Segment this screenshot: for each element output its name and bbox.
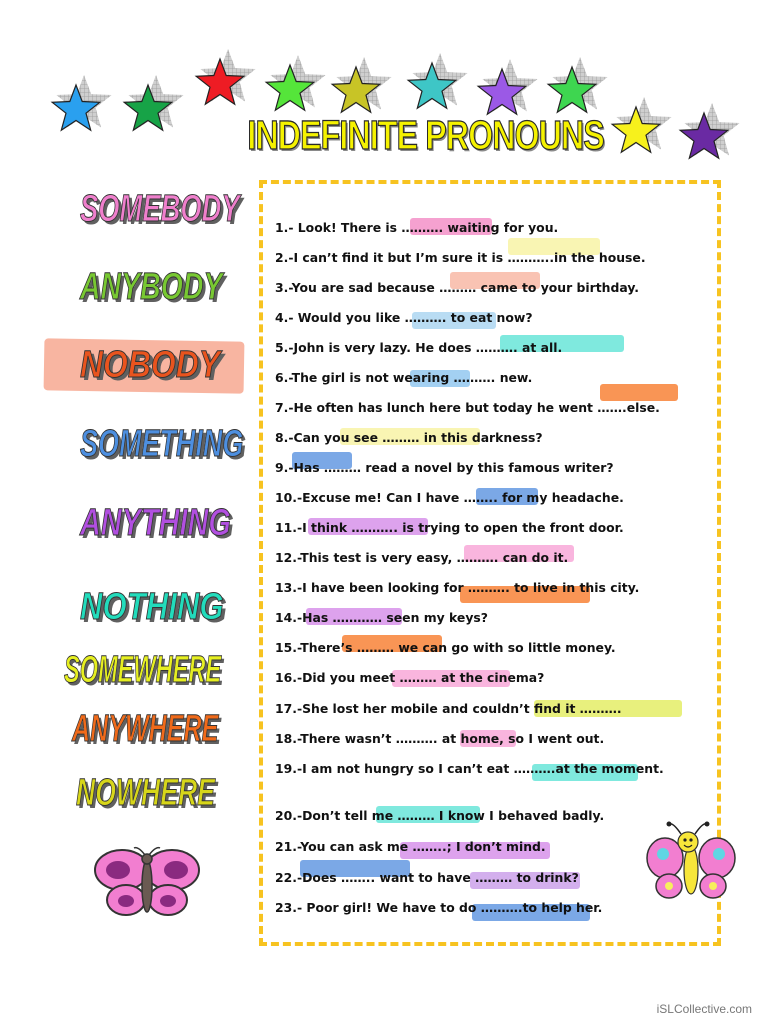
sentence-14: 14.-Has ………… seen my keys? (275, 610, 488, 625)
pronoun-anybody: ANYBODY (80, 266, 223, 308)
red-star-icon (196, 59, 244, 104)
sentence-1: 1.- Look! There is ………. waiting for you. (275, 220, 559, 235)
sentence-18: 18.-There wasn’t ………. at home, so I went out. (275, 731, 605, 746)
sentence-17: 17.-She lost her mobile and couldn’t find it ………. (275, 701, 622, 716)
pronoun-somewhere: SOMEWHERE (64, 649, 222, 691)
sentence-8: 8.-Can you see ……… in this darkness? (275, 430, 543, 445)
pronoun-nobody: NOBODY (80, 344, 221, 386)
sentence-11: 11.-I think ……….. is trying to open the front door. (275, 520, 624, 535)
sentence-5: 5.-John is very lazy. He does ………. at all. (275, 340, 563, 355)
olive-star-icon (332, 67, 380, 112)
purple-star-icon (478, 69, 526, 114)
teal-star-icon (408, 63, 456, 108)
sentence-3: 3.-You are sad because ……… came to your birthday. (275, 280, 640, 295)
sentence-15: 15.-There’s ……… we can go with so little money. (275, 640, 616, 655)
pronoun-anything: ANYTHING (80, 502, 231, 544)
sentence-23: 23.- Poor girl! We have to do ……….to help her. (275, 900, 603, 915)
violet-star-icon (680, 113, 728, 158)
footer-watermark: iSLCollective.com (656, 1002, 752, 1016)
pronoun-anywhere: ANYWHERE (72, 708, 219, 750)
sentence-4: 4.- Would you like ………. to eat now? (275, 310, 533, 325)
sentence-12: 12.-This test is very easy, ………. can do it. (275, 550, 569, 565)
pronoun-nothing: NOTHING (80, 586, 224, 628)
sentence-21: 21.-You can ask me ……..; I don’t mind. (275, 839, 546, 854)
sentence-22: 22.-Does …….. want to have ……… to drink? (275, 870, 579, 885)
stars-banner (0, 0, 768, 190)
sentence-19: 19.-I am not hungry so I can’t eat ……….at the moment. (275, 761, 664, 776)
yellow-star-icon (612, 107, 660, 152)
lime-star-icon (266, 65, 314, 110)
sentence-10: 10.-Excuse me! Can I have …….. for my headache. (275, 490, 624, 505)
sentence-6: 6.-The girl is not wearing ………. new. (275, 370, 533, 385)
sentence-7: 7.-He often has lunch here but today he went …….else. (275, 400, 660, 415)
page-title: INDEFINITE PRONOUNS (247, 112, 604, 158)
smiling-butterfly-icon (645, 820, 737, 902)
sentence-13: 13.-I have been looking for ………. to live in this city. (275, 580, 640, 595)
pronoun-nowhere: NOWHERE (76, 772, 215, 814)
sentence-9: 9.-Has ……… read a novel by this famous writer? (275, 460, 614, 475)
blue-star-icon (52, 85, 100, 130)
butterfly-icon (92, 846, 202, 918)
pronoun-something: SOMETHING (80, 423, 244, 465)
pronoun-somebody: SOMEBODY (80, 188, 240, 230)
sentence-16: 16.-Did you meet ……… at the cinema? (275, 670, 545, 685)
green-star-icon (124, 85, 172, 130)
sentence-2: 2.-I can’t find it but I’m sure it is ………..in the house. (275, 250, 646, 265)
sentence-20: 20.-Don’t tell me ……… I know I behaved badly. (275, 808, 605, 823)
green-star-2-icon (548, 67, 596, 112)
